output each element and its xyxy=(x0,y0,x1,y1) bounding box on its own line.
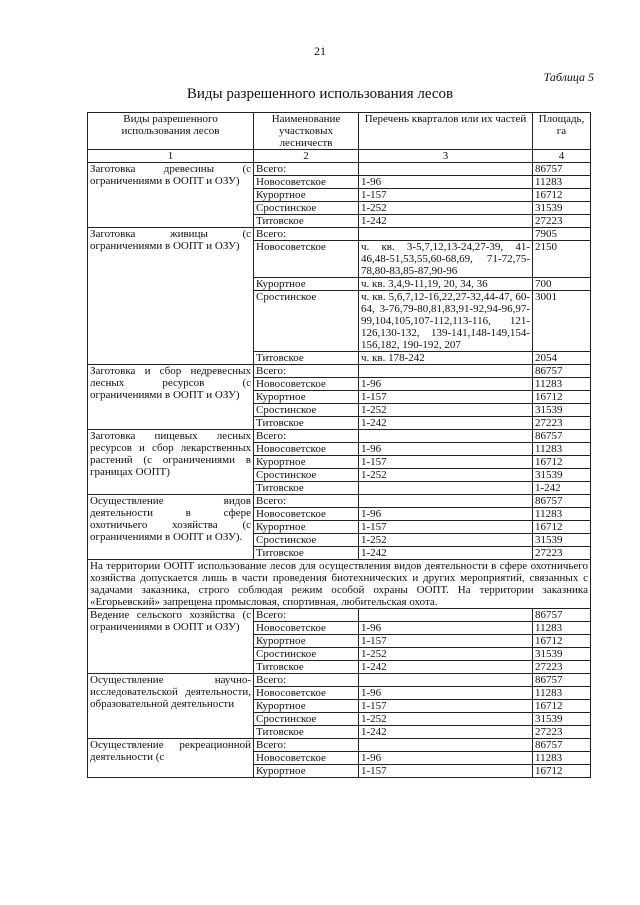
area-cell: 2150 xyxy=(533,241,591,278)
table-row xyxy=(88,430,591,443)
forestry-cell: Всего: xyxy=(254,674,359,687)
quarters-cell: 1-157 xyxy=(359,765,533,778)
forestry-cell: Всего: xyxy=(254,228,359,241)
quarters-cell: 1-242 xyxy=(359,547,533,560)
quarters-cell: 1-252 xyxy=(359,534,533,547)
area-cell: 11283 xyxy=(533,622,591,635)
column-number: 4 xyxy=(533,150,591,163)
forestry-cell: Курортное xyxy=(254,765,359,778)
quarters-cell: 1-157 xyxy=(359,456,533,469)
area-cell: 86757 xyxy=(533,365,591,378)
hunting-note: На территории ООПТ использование лесов для осуществления видов деятельности в сфере охотничьего хозяйства допускается лишь в части проведения биотехнических и других мероприятий, связанных с задачами заказника, строго соблюдая режим особой охраны ООПТ. На территории заказника «Егорьевский» запрещена промысловая, спортивная, любительская охота. xyxy=(88,560,591,609)
area-cell: 27223 xyxy=(533,417,591,430)
quarters-cell: 1-96 xyxy=(359,687,533,700)
quarters-cell xyxy=(359,228,533,241)
forestry-cell: Новосоветское xyxy=(254,508,359,521)
area-cell: 86757 xyxy=(533,495,591,508)
activity-cell: Заготовка древесины (с ограничениями в ООПТ и ОЗУ) xyxy=(88,163,254,228)
area-cell: 11283 xyxy=(533,443,591,456)
forestry-cell: Курортное xyxy=(254,189,359,202)
quarters-cell: 1-157 xyxy=(359,391,533,404)
forestry-cell: Титовское xyxy=(254,547,359,560)
forestry-cell: Всего: xyxy=(254,430,359,443)
area-cell: 16712 xyxy=(533,521,591,534)
activity-cell: Осуществление научно-исследовательской деятельности, образовательной деятельности xyxy=(88,674,254,739)
table-row xyxy=(88,495,591,508)
area-cell: 86757 xyxy=(533,739,591,752)
quarters-cell: ч. кв. 178-242 xyxy=(359,352,533,365)
area-cell: 31539 xyxy=(533,202,591,215)
forestry-cell: Курортное xyxy=(254,456,359,469)
forestry-cell: Новосоветское xyxy=(254,687,359,700)
area-cell: 7905 xyxy=(533,228,591,241)
area-cell: 27223 xyxy=(533,726,591,739)
area-cell: 86757 xyxy=(533,674,591,687)
forestry-cell: Курортное xyxy=(254,635,359,648)
area-cell: 31539 xyxy=(533,534,591,547)
forestry-cell: Титовское xyxy=(254,482,359,495)
table-row xyxy=(88,163,591,176)
activity-cell: Заготовка и сбор недревесных лесных ресурсов (с ограничениями в ООПТ и ОЗУ) xyxy=(88,365,254,430)
quarters-cell: 1-157 xyxy=(359,700,533,713)
forestry-cell: Новосоветское xyxy=(254,443,359,456)
header-row xyxy=(88,113,591,150)
area-cell: 31539 xyxy=(533,648,591,661)
forestry-cell: Сростинское xyxy=(254,534,359,547)
forestry-cell: Сростинское xyxy=(254,202,359,215)
forestry-cell: Новосоветское xyxy=(254,752,359,765)
quarters-cell: 1-252 xyxy=(359,648,533,661)
quarters-cell xyxy=(359,430,533,443)
quarters-cell: ч. кв. 3,4,9-11,19, 20, 34, 36 xyxy=(359,278,533,291)
quarters-cell: 1-242 xyxy=(359,726,533,739)
quarters-cell: 1-252 xyxy=(359,713,533,726)
activity-cell: Заготовка живицы (с ограничениями в ООПТ и ОЗУ) xyxy=(88,228,254,365)
forestry-cell: Всего: xyxy=(254,365,359,378)
table-label: Таблица 5 xyxy=(543,70,594,84)
quarters-cell: 1-252 xyxy=(359,469,533,482)
quarters-cell xyxy=(359,739,533,752)
quarters-cell xyxy=(359,365,533,378)
area-cell: 16712 xyxy=(533,456,591,469)
quarters-cell: ч. кв. 5,6,7,12-16,22,27-32,44-47, 60-64, 3-76,79-80,81,83,91-92,94-96,97-99,104,105,107-112,113-116, 121-126,130-132, 139-141,148-149,154-156,182, 190-192, 207 xyxy=(359,291,533,352)
area-cell: 11283 xyxy=(533,752,591,765)
activity-cell: Заготовка пищевых лесных ресурсов и сбор лекарственных растений (с ограничениями в границах ООПТ) xyxy=(88,430,254,495)
area-cell: 31539 xyxy=(533,713,591,726)
column-number: 3 xyxy=(359,150,533,163)
forestry-cell: Титовское xyxy=(254,726,359,739)
area-cell: 27223 xyxy=(533,661,591,674)
quarters-cell: 1-252 xyxy=(359,404,533,417)
area-cell: 11283 xyxy=(533,176,591,189)
area-cell: 86757 xyxy=(533,163,591,176)
quarters-cell: 1-157 xyxy=(359,635,533,648)
column-number: 1 xyxy=(88,150,254,163)
forestry-cell: Новосоветское xyxy=(254,378,359,391)
area-cell: 16712 xyxy=(533,189,591,202)
area-cell: 86757 xyxy=(533,609,591,622)
activity-cell: Осуществление видов деятельности в сфере охотничьего хозяйства (с ограничениями в ООПТ и ОЗУ). xyxy=(88,495,254,560)
forestry-cell: Курортное xyxy=(254,521,359,534)
quarters-cell: 1-96 xyxy=(359,752,533,765)
area-cell: 27223 xyxy=(533,215,591,228)
area-cell: 86757 xyxy=(533,430,591,443)
table-row xyxy=(88,365,591,378)
table-title: Виды разрешенного использования лесов xyxy=(186,86,454,102)
area-cell: 16712 xyxy=(533,391,591,404)
forestry-cell: Сростинское xyxy=(254,648,359,661)
table-row xyxy=(88,609,591,622)
quarters-cell: 1-242 xyxy=(359,417,533,430)
forestry-cell: Всего: xyxy=(254,163,359,176)
forestry-cell: Титовское xyxy=(254,215,359,228)
area-cell: 11283 xyxy=(533,687,591,700)
area-cell: 11283 xyxy=(533,378,591,391)
area-cell: 31539 xyxy=(533,469,591,482)
forestry-cell: Курортное xyxy=(254,700,359,713)
area-cell: 27223 xyxy=(533,547,591,560)
forestry-cell: Сростинское xyxy=(254,404,359,417)
forestry-cell: Всего: xyxy=(254,739,359,752)
area-cell: 700 xyxy=(533,278,591,291)
quarters-cell: 1-252 xyxy=(359,202,533,215)
quarters-cell xyxy=(359,609,533,622)
forestry-cell: Сростинское xyxy=(254,469,359,482)
forestry-cell: Новосоветское xyxy=(254,176,359,189)
forestry-cell: Титовское xyxy=(254,417,359,430)
area-cell: 16712 xyxy=(533,765,591,778)
area-cell: 16712 xyxy=(533,700,591,713)
area-cell: 3001 xyxy=(533,291,591,352)
quarters-cell xyxy=(359,163,533,176)
forestry-cell: Курортное xyxy=(254,391,359,404)
column-header: Перечень кварталов или их частей xyxy=(359,113,533,150)
area-cell: 2054 xyxy=(533,352,591,365)
quarters-cell: 1-96 xyxy=(359,378,533,391)
quarters-cell: 1-96 xyxy=(359,508,533,521)
quarters-cell: 1-242 xyxy=(359,215,533,228)
quarters-cell: 1-157 xyxy=(359,189,533,202)
quarters-cell xyxy=(359,482,533,495)
forestry-cell: Всего: xyxy=(254,609,359,622)
quarters-cell: 1-242 xyxy=(359,661,533,674)
forestry-cell: Титовское xyxy=(254,352,359,365)
activity-cell: Ведение сельского хозяйства (с ограничениями в ООПТ и ОЗУ) xyxy=(88,609,254,674)
area-cell: 1-242 xyxy=(533,482,591,495)
forestry-cell: Титовское xyxy=(254,661,359,674)
quarters-cell: 1-96 xyxy=(359,176,533,189)
area-cell: 11283 xyxy=(533,508,591,521)
forest-use-table xyxy=(87,112,591,778)
activity-cell: Осуществление рекреационной деятельности (с xyxy=(88,739,254,778)
table-row xyxy=(88,739,591,752)
table-row xyxy=(88,674,591,687)
forestry-cell: Всего: xyxy=(254,495,359,508)
quarters-cell: 1-96 xyxy=(359,622,533,635)
quarters-cell xyxy=(359,674,533,687)
forestry-cell: Курортное xyxy=(254,278,359,291)
table-row xyxy=(88,228,591,241)
column-header: Виды разрешенного использования лесов xyxy=(88,113,254,150)
column-header: Наименование участковых лесничеств xyxy=(254,113,359,150)
column-number: 2 xyxy=(254,150,359,163)
column-header: Площадь, га xyxy=(533,113,591,150)
forestry-cell: Сростинское xyxy=(254,291,359,352)
quarters-cell: 1-157 xyxy=(359,521,533,534)
quarters-cell: ч. кв. 3-5,7,12,13-24,27-39, 41-46,48-51,53,55,60-68,69, 71-72,75-78,80-83,85-87,90-96 xyxy=(359,241,533,278)
forestry-cell: Сростинское xyxy=(254,713,359,726)
quarters-cell xyxy=(359,495,533,508)
quarters-cell: 1-96 xyxy=(359,443,533,456)
area-cell: 16712 xyxy=(533,635,591,648)
note-row xyxy=(88,560,591,609)
area-cell: 31539 xyxy=(533,404,591,417)
column-number-row xyxy=(88,150,591,163)
page-number: 21 xyxy=(314,44,326,58)
forestry-cell: Новосоветское xyxy=(254,241,359,278)
forestry-cell: Новосоветское xyxy=(254,622,359,635)
